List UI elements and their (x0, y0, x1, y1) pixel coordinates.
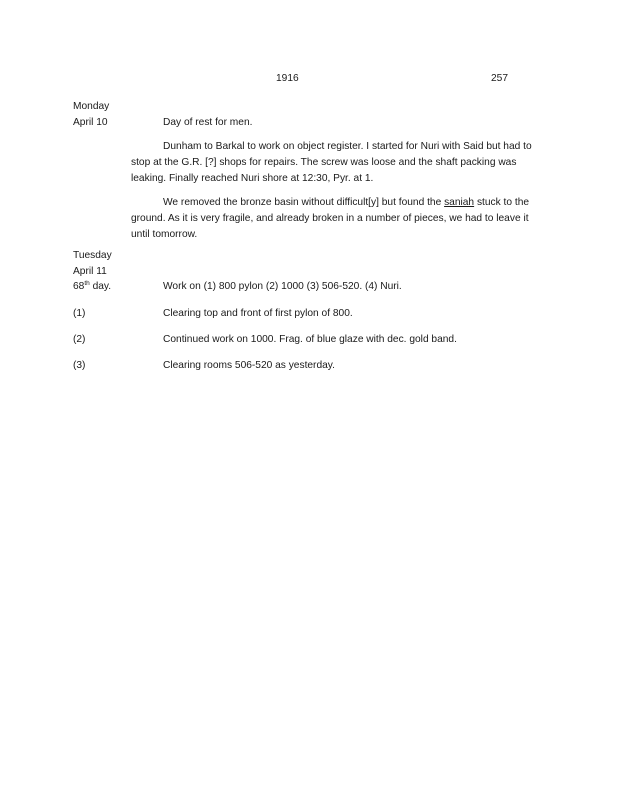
underlined-term: saniah (444, 197, 475, 208)
paragraph-text: stuck to the ground. As it is very fragile, and already broken in a number of pieces, we had to leave it until tomorrow. (131, 197, 530, 240)
expedition-day (73, 279, 111, 295)
page-number: 257 (491, 73, 508, 84)
entry-paragraph: Dunham to Barkal to work on object register. I started for Nuri with Said but had to stop at the G.R. [?] shops for repairs. The screw was loose and the shaft packing was leaking. Finally reached Nuri shore at 12:30, Pyr. at 1. (131, 141, 532, 184)
item-label: (1) (73, 308, 86, 319)
entry-weekday: Monday (73, 101, 110, 112)
item-text: Continued work on 1000. Frag. of blue glaze with dec. gold band. (163, 334, 457, 345)
item-label: (3) (73, 360, 86, 371)
entry-paragraph (131, 195, 543, 243)
day-ordinal-suffix: th (84, 280, 90, 287)
item-label: (2) (73, 334, 86, 345)
entry-weekday: Tuesday (73, 250, 112, 261)
day-number: 68 (73, 281, 85, 292)
header-year: 1916 (276, 73, 299, 84)
entry-date: April 10 (73, 117, 108, 128)
entry-summary: Day of rest for men. (163, 117, 253, 128)
day-label: day. (89, 281, 112, 292)
entry-summary: Work on (1) 800 pylon (2) 1000 (3) 506-520. (4) Nuri. (163, 281, 402, 292)
paragraph-text: We removed the bronze basin without difficult[y] but found the (163, 197, 445, 208)
entry-date: April 11 (73, 266, 107, 277)
item-text: Clearing top and front of first pylon of 800. (163, 308, 353, 319)
item-text: Clearing rooms 506-520 as yesterday. (163, 360, 335, 371)
